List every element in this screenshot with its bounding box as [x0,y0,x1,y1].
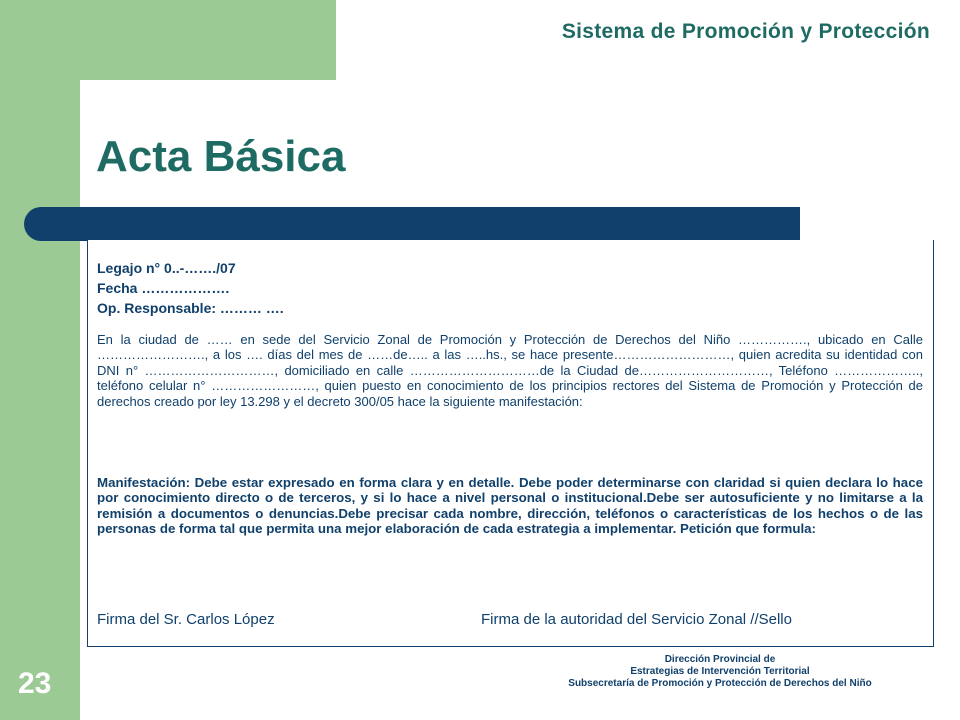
header-title: Sistema de Promoción y Protección [561,20,930,43]
footer-line-1: Dirección Provincial de [664,654,776,665]
fecha-field: Fecha ………………. [97,280,230,296]
signature-right: Firma de la autoridad del Servicio Zonal //Sello [481,611,792,628]
title-underline-bar [24,207,800,241]
signature-left: Firma del Sr. Carlos López [97,611,275,628]
manifestacion-paragraph: Manifestación: Debe estar expresado en forma clara y en detalle. Debe poder determinarse con claridad si quien declara lo hace por conocimiento directo o de terceros, y si lo hace a nivel personal o institucional.Debe ser autosuficiente y no limitarse a la remisión a documentos o denuncias.Debe precisar cada nombre, dirección, teléfonos o características de los hechos o de las personas de forma tal que permita una mejor elaboración de cada estrategia a implementar. Petición que formula: [97,475,923,537]
slide-title: Acta Básica [96,132,346,181]
footer [520,654,920,690]
acta-paragraph: En la ciudad de …… en sede del Servicio Zonal de Promoción y Protección de Derechos del Niño ……………., ubicado en Calle ……………………., a los …. días del mes de ……de….. a las …..hs., se hace presente………………………, quien acredita su identidad con DNI n° …………………………, domiciliado en calle …………………………de la Ciudad de…………………………, Teléfono ……………….., teléfono celular n° ……………………, quien puesto en conocimiento de los principios rectores del Sistema de Promoción y Protección de derechos creado por ley 13.298 y el decreto 300/05 hace la siguiente manifestación: [97,332,923,409]
footer-line-2: Estrategias de Intervención Territorial [630,666,810,677]
footer-line-3: Subsecretaría de Promoción y Protección de Derechos del Niño [568,678,872,689]
legajo-field: Legajo n° 0..-……./07 [97,260,236,276]
page-number: 23 [18,667,52,700]
form-header-fields [97,258,284,318]
top-green-block [0,0,336,80]
responsable-field: Op. Responsable: ……… …. [97,300,284,316]
left-green-strip [0,0,80,720]
